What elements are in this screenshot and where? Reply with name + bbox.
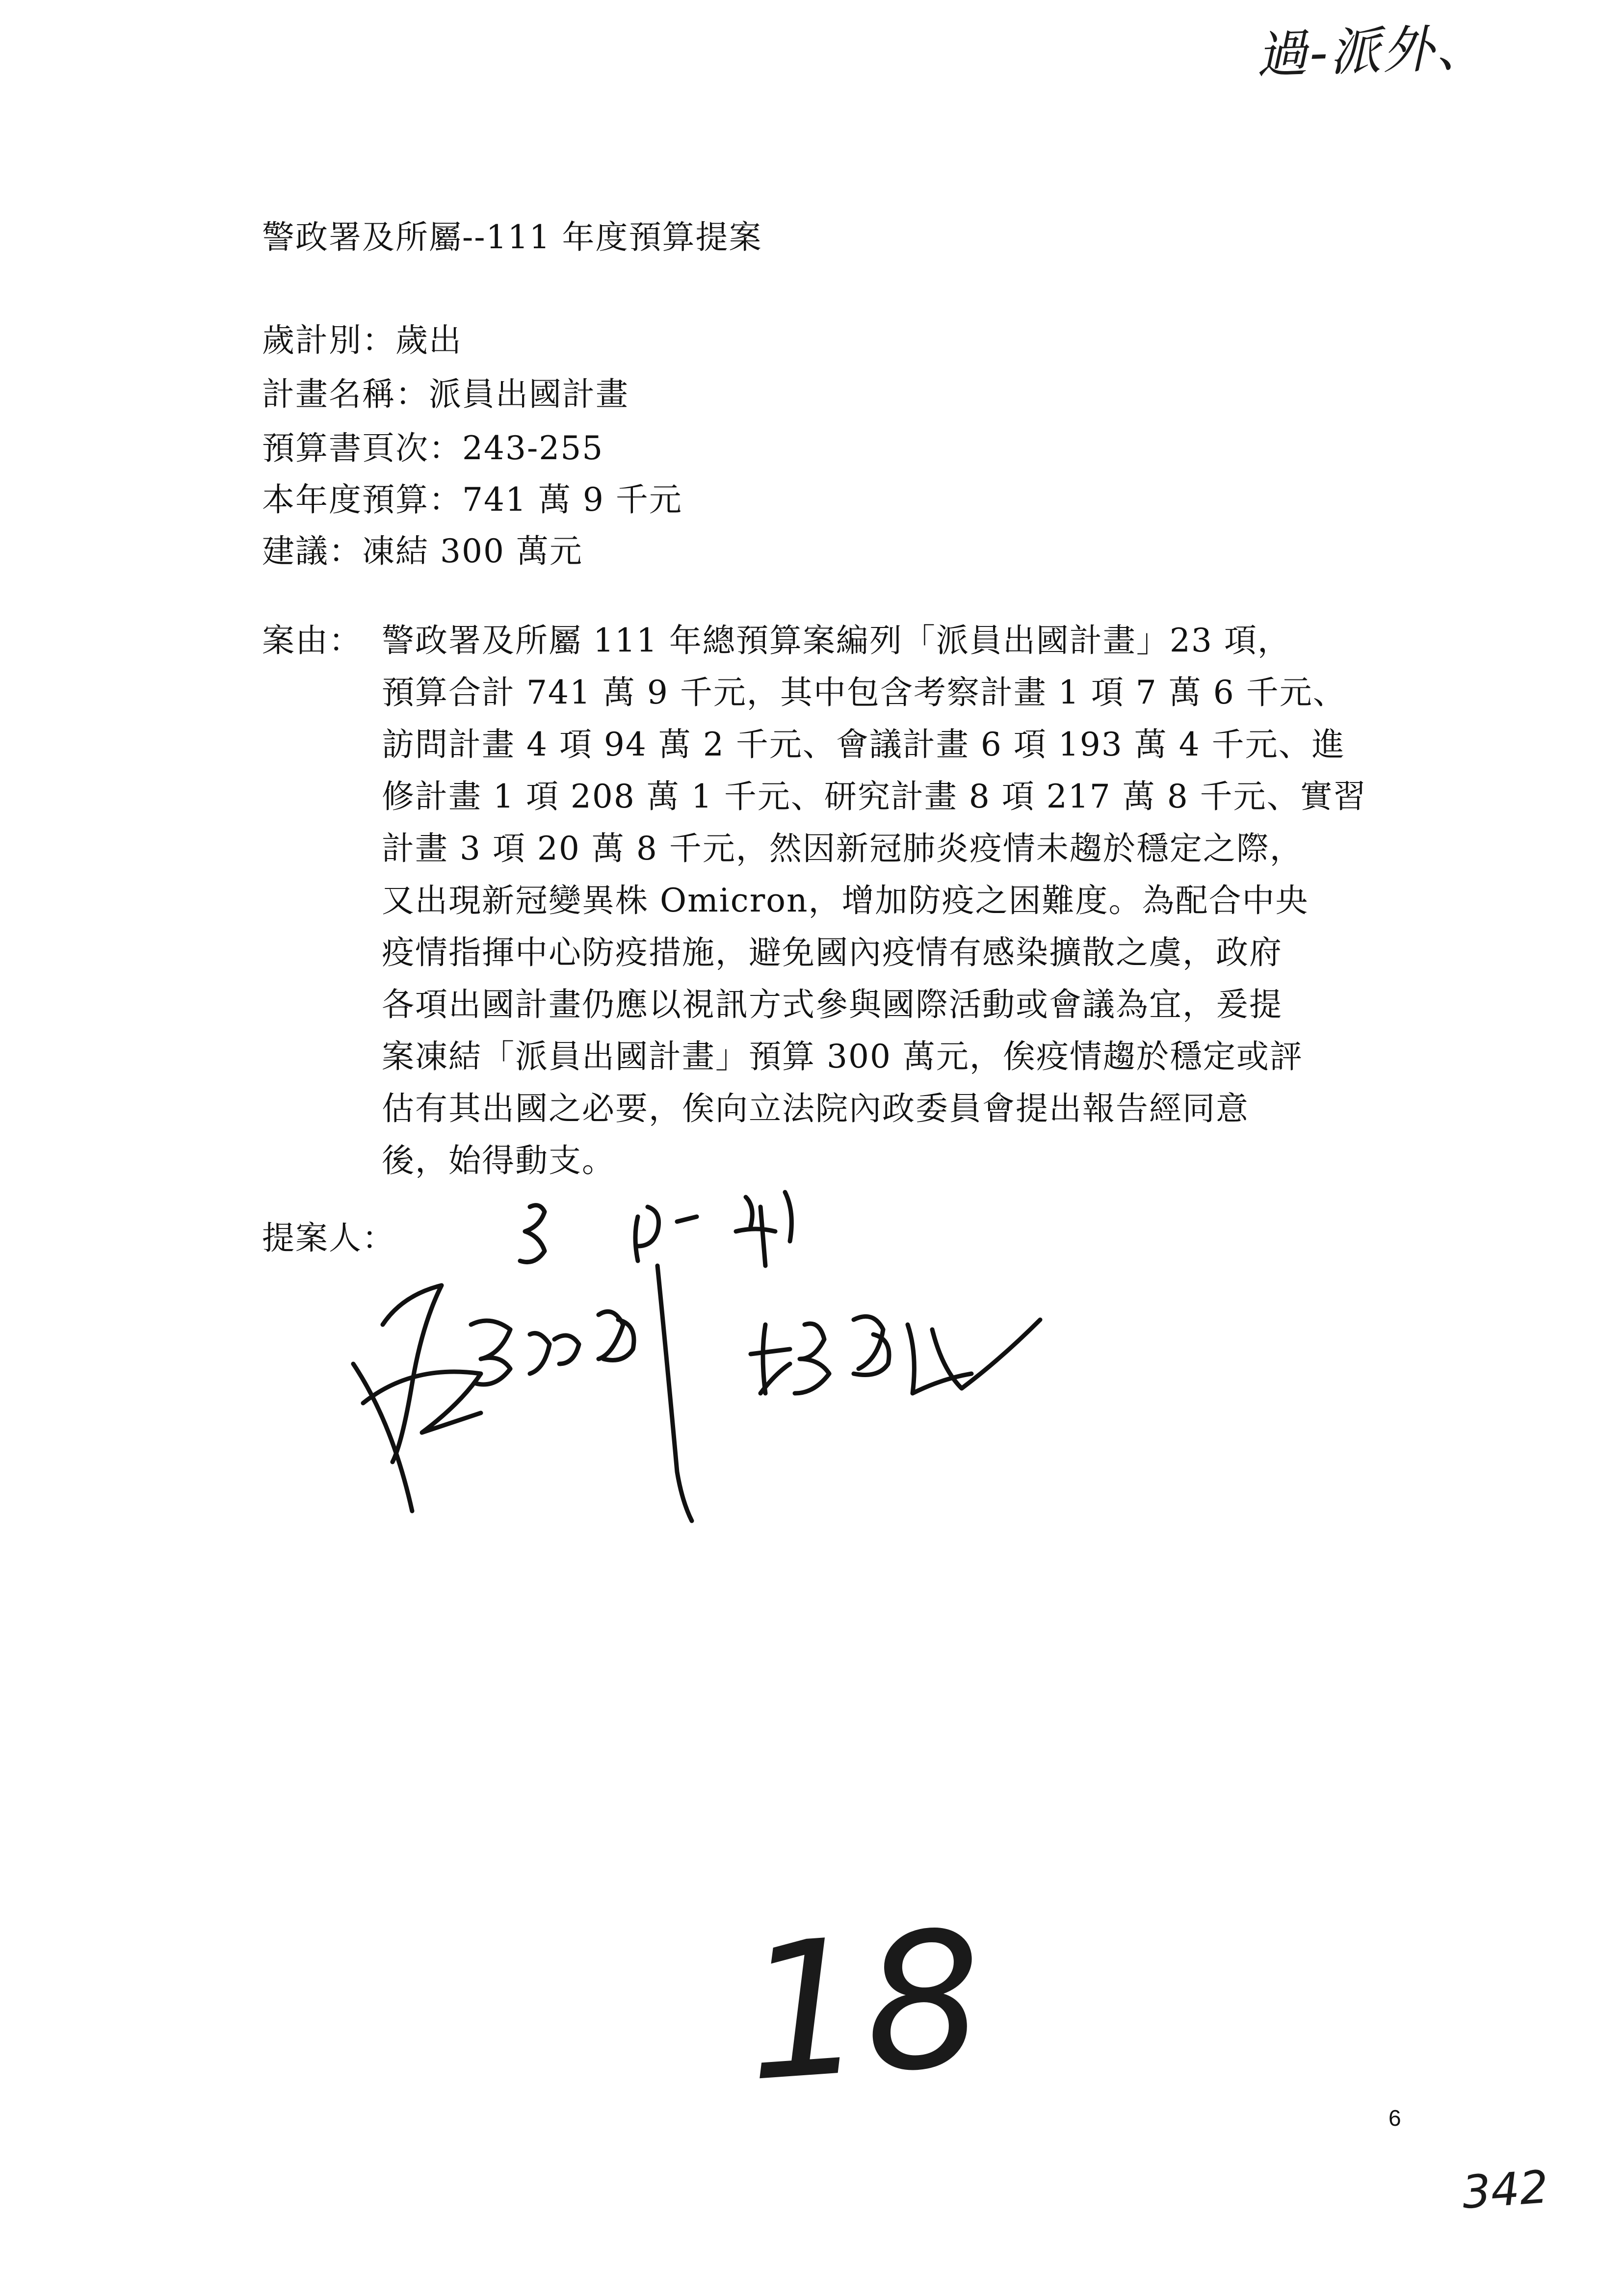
handwritten-signature-2: [353, 1266, 692, 1521]
reason-line: 預算合計 741 萬 9 千元，其中包含考察計畫 1 項 7 萬 6 千元、: [382, 674, 1346, 711]
field-label: 建議：: [262, 532, 362, 570]
field-plan-name: [262, 368, 629, 415]
reason-line: 後，始得動支。: [382, 1142, 615, 1179]
field-value: 凍結 300 萬元: [362, 532, 583, 570]
handwritten-number: 18: [738, 1889, 991, 2123]
handwritten-signature-1: [520, 1192, 791, 1266]
field-value: 派員出國計畫: [429, 375, 629, 413]
handwritten-header-note: 過-派外、: [1255, 17, 1490, 85]
proposer-label: 提案人：: [262, 1219, 395, 1257]
reason-label: 案由：: [262, 622, 362, 659]
reason-line: 估有其出國之必要，俟向立法院內政委員會提出報告經同意: [382, 1090, 1249, 1127]
field-label: 計畫名稱：: [262, 375, 429, 413]
handwritten-bottom-note: 342: [1460, 2161, 1550, 2219]
reason-line: 又出現新冠變異株 Omicron，增加防疫之困難度。為配合中央: [382, 882, 1309, 919]
field-budget-pages: [262, 422, 603, 469]
handwritten-signature-3: [751, 1316, 1040, 1393]
reason-line: 案凍結「派員出國計畫」預算 300 萬元，俟疫情趨於穩定或評: [382, 1038, 1303, 1075]
field-budget-type: [262, 314, 462, 361]
reason-line: 各項出國計畫仍應以視訊方式參與國際活動或會議為宜，爰提: [382, 986, 1283, 1023]
field-label: 本年度預算：: [262, 481, 462, 519]
reason-line: 警政署及所屬 111 年總預算案編列「派員出國計畫」23 項，: [382, 622, 1291, 659]
reason-line: 疫情指揮中心防疫措施，避免國內疫情有感染擴散之虞，政府: [382, 934, 1283, 971]
field-value: 243-255: [462, 429, 604, 467]
reason-line: 修計畫 1 項 208 萬 1 千元、研究計畫 8 項 217 萬 8 千元、實習: [382, 778, 1367, 815]
field-label: 歲計別：: [262, 321, 395, 359]
reason-line: 計畫 3 項 20 萬 8 千元，然因新冠肺炎疫情未趨於穩定之際，: [382, 830, 1303, 867]
document-title: 警政署及所屬--111 年度預算提案: [262, 218, 762, 256]
field-annual-budget: [262, 473, 682, 520]
field-value: 歲出: [395, 321, 462, 359]
field-recommendation: [262, 525, 583, 572]
field-value: 741 萬 9 千元: [462, 481, 682, 519]
reason-line: 訪問計畫 4 項 94 萬 2 千元、會議計畫 6 項 193 萬 4 千元、進: [382, 726, 1345, 763]
field-label: 預算書頁次：: [262, 429, 462, 467]
page-number: 6: [1388, 2105, 1401, 2131]
signatures-area: [343, 1177, 1178, 1619]
